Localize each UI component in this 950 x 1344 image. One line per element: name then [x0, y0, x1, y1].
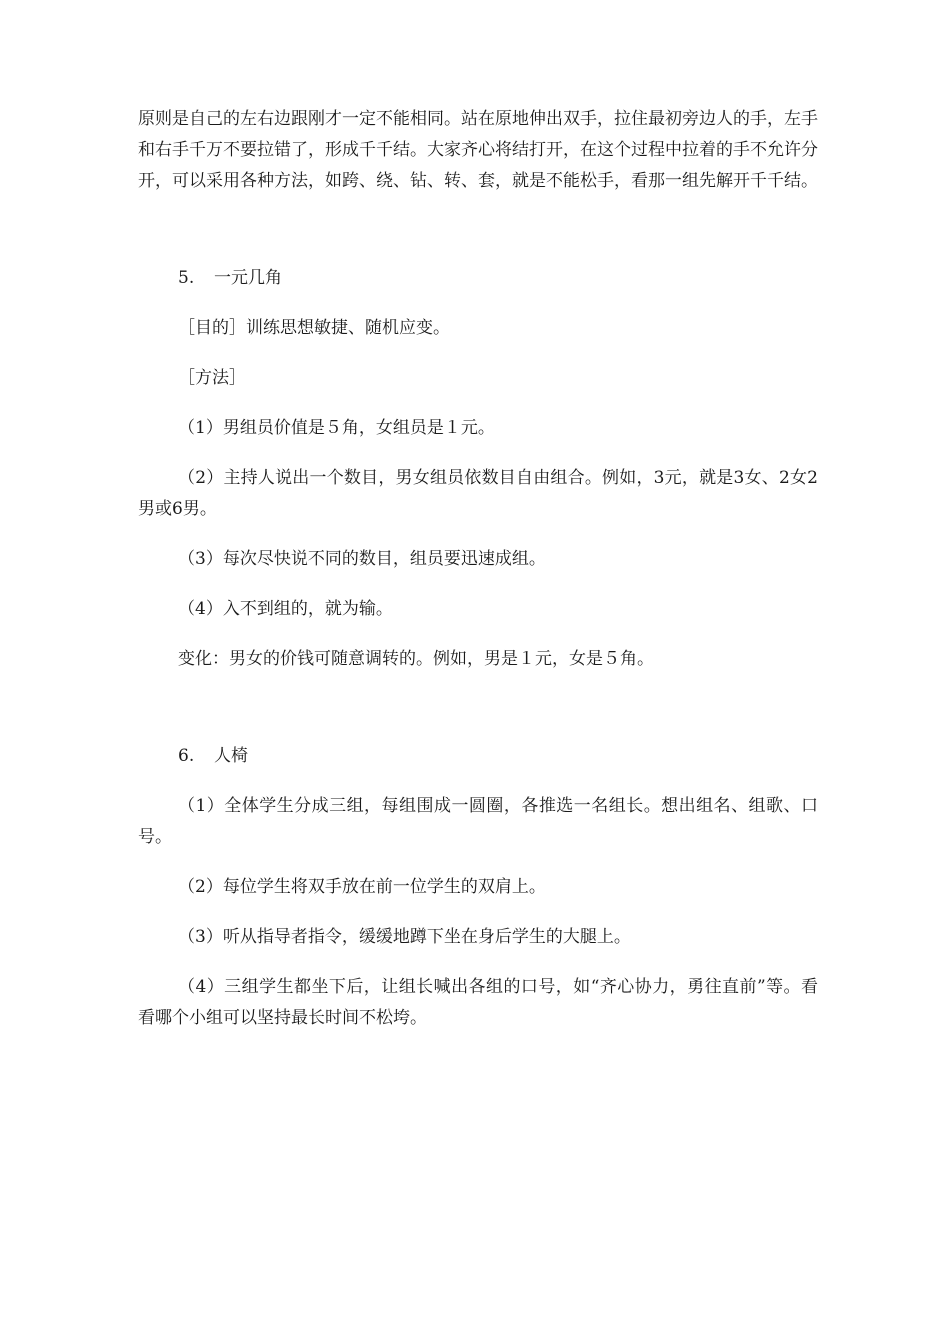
section-5-step-4: （4）入不到组的，就为输。	[178, 599, 393, 619]
section-6-heading	[138, 741, 818, 772]
section-6-step-1: （1）全体学生分成三组，每组围成一圆圈，各推选一名组长。想出组名、组歌、口号。	[138, 796, 818, 847]
spacer	[138, 197, 818, 263]
section-6-title: 人椅	[214, 746, 248, 766]
document-page	[138, 104, 818, 1034]
spacer	[138, 675, 818, 741]
section-6-step-3: （3）听从指导者指令，缓缓地蹲下坐在身后学生的大腿上。	[178, 927, 631, 947]
section-6-number: 6.	[178, 746, 195, 766]
section-5-variation: 变化：男女的价钱可随意调转的。例如，男是１元，女是５角。	[178, 649, 654, 669]
section-5-purpose: ［目的］训练思想敏捷、随机应变。	[178, 318, 450, 338]
section-5-number: 5.	[178, 268, 195, 288]
intro-paragraph: 原则是自己的左右边跟刚才一定不能相同。站在原地伸出双手，拉住最初旁边人的手，左手和右手千万不要拉错了，形成千千结。大家齐心将结打开，在这个过程中拉着的手不允许分开，可以采用各种方法，如跨、绕、钻、转、套，就是不能松手，看那一组先解开千千结。	[138, 109, 818, 191]
section-5-method-label: ［方法］	[178, 368, 246, 388]
section-5-step-2: （2）主持人说出一个数目，男女组员依数目自由组合。例如，3元，就是3女、2女2男或6男。	[138, 468, 818, 519]
section-6-step-4: （4）三组学生都坐下后，让组长喊出各组的口号，如“齐心协力，勇往直前”等。看看哪个小组可以坚持最长时间不松垮。	[138, 977, 818, 1028]
section-5-title: 一元几角	[214, 268, 282, 288]
section-5-step-1: （1）男组员价值是５角，女组员是１元。	[178, 418, 495, 438]
section-5-heading	[138, 263, 818, 294]
section-6-step-2: （2）每位学生将双手放在前一位学生的双肩上。	[178, 877, 546, 897]
section-5-step-3: （3）每次尽快说不同的数目，组员要迅速成组。	[178, 549, 546, 569]
